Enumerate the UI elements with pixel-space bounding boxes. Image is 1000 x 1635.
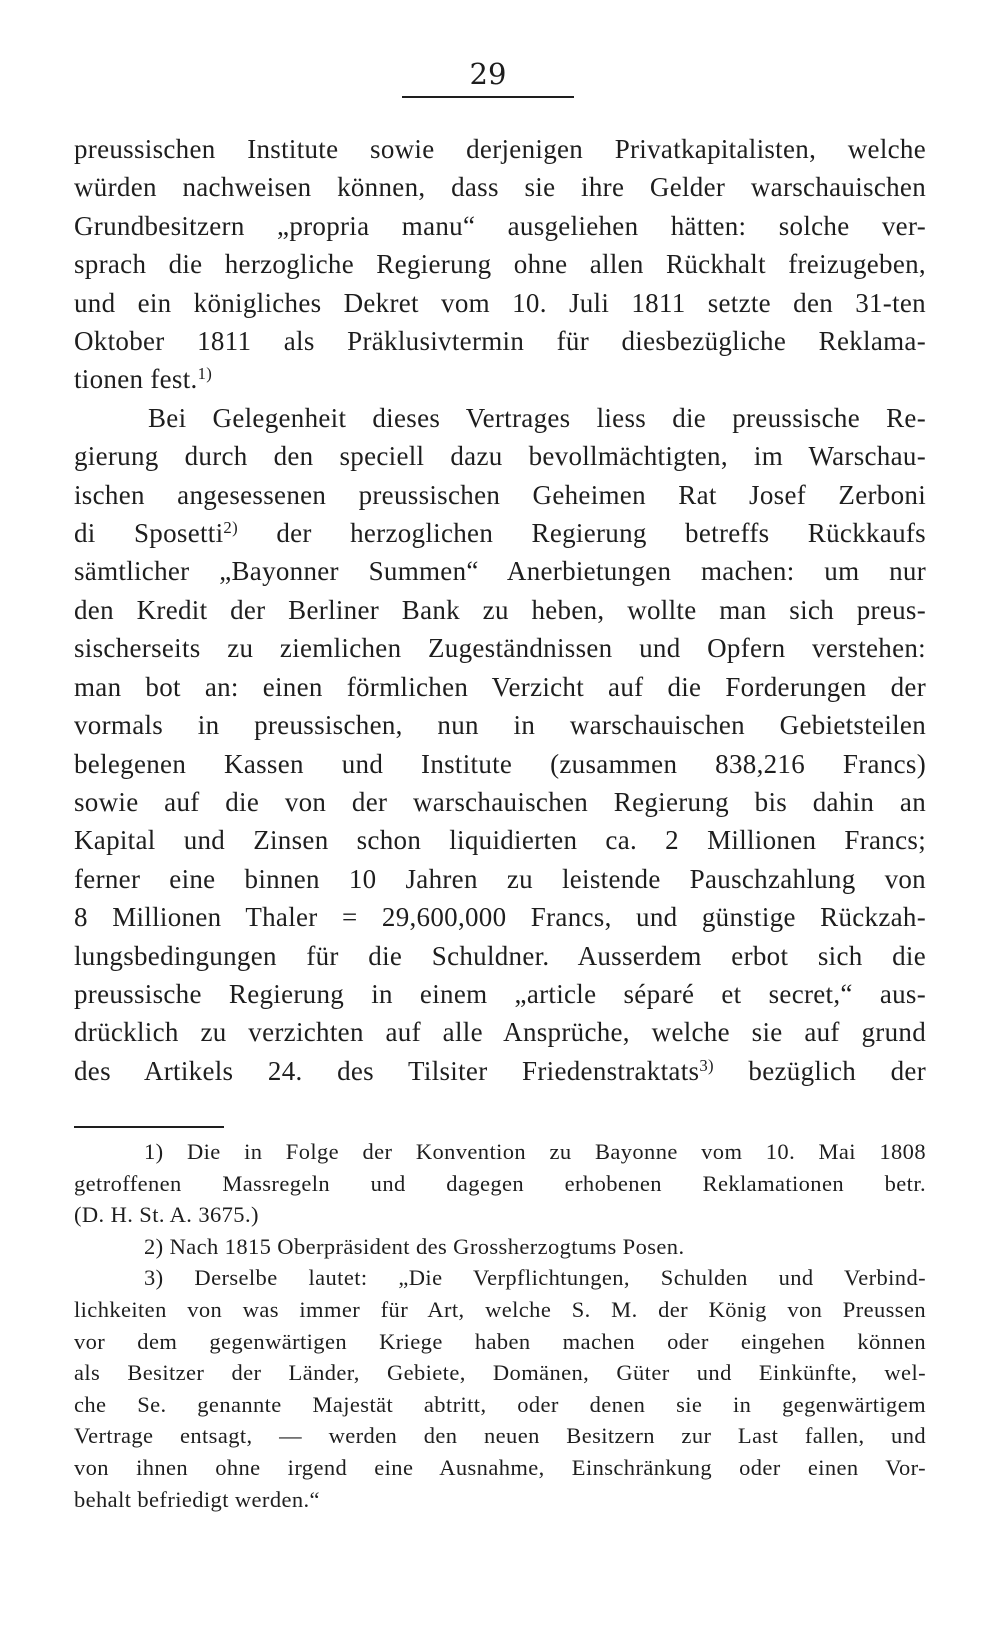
text-fragment: der herzoglichen Regierung betreffs Rückkaufs [237, 518, 926, 549]
text-line: Grundbesitzern „propria manu“ ausgeliehen hätten: solche ver- [74, 210, 926, 241]
text-line [74, 1052, 926, 1090]
footnote-3 [74, 1262, 926, 1515]
footnote-line: 3) Derselbe lautet: „Die Verpflichtungen, Schulden und Verbind- [144, 1265, 926, 1291]
text-line: würden nachweisen können, dass sie ihre Gelder warschauischen [74, 172, 926, 203]
footnote-ref-3: 3) [699, 1055, 714, 1075]
text-fragment: tionen fest. [74, 364, 198, 395]
footnote-2 [74, 1231, 926, 1263]
text-line: Oktober 1811 als Präklusivtermin für diesbezügliche Reklama- [74, 326, 926, 357]
footnote-line: getroffenen Massregeln und dagegen erhobenen Reklamationen betr. [74, 1170, 926, 1196]
footnote-line: 2) Nach 1815 Oberpräsident des Grossherzogtums Posen. [144, 1233, 685, 1259]
text-line: vormals in preussischen, nun in warschauischen Gebietsteilen [74, 710, 926, 741]
text-line: 8 Millionen Thaler = 29,600,000 Francs, und günstige Rückzah- [74, 902, 926, 933]
text-fragment: bezüglich der [713, 1055, 926, 1086]
page-number: 29 [469, 57, 507, 91]
footnote-line: als Besitzer der Länder, Gebiete, Domänen, Güter und Einkünfte, wel- [74, 1360, 926, 1386]
paragraph-1 [74, 130, 926, 399]
text-line: preussische Regierung in einem „article séparé et secret,“ aus- [74, 978, 926, 1009]
footnote-line: (D. H. St. A. 3675.) [74, 1202, 259, 1228]
text-line: Bei Gelegenheit dieses Vertrages liess die preussische Re- [148, 402, 926, 433]
footnote-1 [74, 1136, 926, 1231]
footnote-line: behalt befriedigt werden.“ [74, 1486, 320, 1512]
footnote-ref-2: 2) [223, 517, 238, 537]
text-line: ferner eine binnen 10 Jahren zu leistende Pauschzahlung von [74, 863, 926, 894]
footnote-line: von ihnen ohne irgend eine Ausnahme, Einschränkung oder einen Vor- [74, 1454, 926, 1480]
text-line [74, 514, 926, 552]
text-fragment: des Artikels 24. des Tilsiter Friedenstraktats [74, 1055, 700, 1086]
footnote-line: 1) Die in Folge der Konvention zu Bayonne vom 10. Mai 1808 [144, 1139, 926, 1164]
text-line: den Kredit der Berliner Bank zu heben, wollte man sich preus- [74, 594, 926, 625]
footnote-line: che Se. genannte Majestät abtritt, oder denen sie in gegenwärtigem [74, 1391, 926, 1417]
footnote-line: lichkeiten von was immer für Art, welche S. M. der König von Preussen [74, 1296, 926, 1322]
text-line: sowie auf die von der warschauischen Regierung bis dahin an [74, 786, 926, 817]
text-line: lungsbedingungen für die Schuldner. Ausserdem erbot sich die [74, 940, 926, 971]
text-line: Kapital und Zinsen schon liquidierten ca. 2 Millionen Francs; [74, 825, 926, 856]
text-line: man bot an: einen förmlichen Verzicht auf die Forderungen der [74, 671, 926, 702]
text-line [74, 360, 926, 398]
text-line: drücklich zu verzichten auf alle Ansprüche, welche sie auf grund [74, 1017, 926, 1048]
text-line: gierung durch den speciell dazu bevollmächtigten, im Warschau- [74, 441, 926, 472]
text-line: sischerseits zu ziemlichen Zugeständnissen und Opfern verstehen: [74, 633, 926, 664]
footnote-separator [74, 1126, 224, 1128]
main-text [74, 130, 926, 1090]
text-line: sämtlicher „Bayonner Summen“ Anerbietungen machen: um nur [74, 556, 926, 587]
text-line: und ein königliches Dekret vom 10. Juli 1811 setzte den 31-ten [74, 287, 926, 318]
text-line: belegenen Kassen und Institute (zusammen 838,216 Francs) [74, 748, 926, 779]
page-number-rule [402, 96, 574, 98]
paragraph-2 [74, 399, 926, 1090]
text-line: sprach die herzogliche Regierung ohne allen Rückhalt freizugeben, [74, 249, 926, 280]
footnote-ref-1: 1) [197, 364, 213, 384]
footnote-line: vor dem gegenwärtigen Kriege haben machen oder eingehen können [74, 1328, 926, 1354]
text-line: preussischen Institute sowie derjenigen Privatkapitalisten, welche [74, 134, 926, 164]
footnotes [74, 1136, 926, 1515]
footnote-line: Vertrage entsagt, — werden den neuen Besitzern zur Last fallen, und [74, 1423, 926, 1449]
text-line: ischen angesessenen preussischen Geheimen Rat Josef Zerboni [74, 479, 926, 510]
text-fragment: di Sposetti [74, 518, 224, 549]
